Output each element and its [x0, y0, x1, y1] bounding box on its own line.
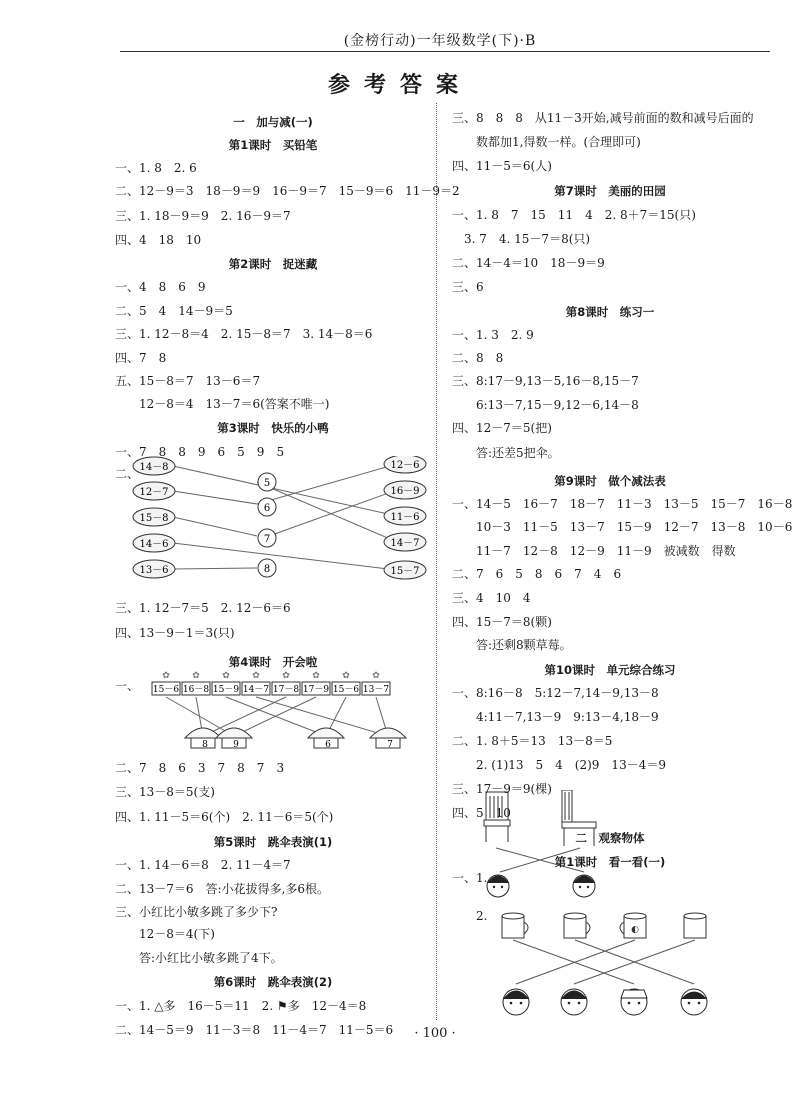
answer-line: 一、1. △多 16－5＝11 2. ⚑多 12－4＝8: [115, 999, 367, 1013]
section-heading: 二 观察物体: [575, 831, 645, 845]
answer-line: 一、1. 3 2. 9: [452, 328, 534, 342]
duck-expr: 14－8: [139, 462, 169, 473]
child-face-icon: [681, 989, 707, 1015]
card: [302, 671, 330, 695]
answer-line: 三、1. 12－7＝5 2. 12－6＝6: [115, 601, 291, 615]
answer-line: 四、15－7＝8(颗): [452, 615, 552, 629]
answer-line: 二、7 6 5 8 6 7 4 6: [452, 567, 622, 581]
mushroom-house-icon: [370, 728, 406, 750]
cup-icon: [620, 913, 646, 938]
apple-icon: [258, 559, 276, 577]
duck-oval: [384, 507, 426, 525]
section-heading: 第1课时 买铅笔: [228, 138, 318, 152]
answer-line: 三、4 10 4: [452, 591, 531, 605]
svg-text:✿: ✿: [282, 671, 290, 681]
page-number: · 100 ·: [414, 1026, 456, 1041]
house-number: 8: [202, 740, 208, 750]
card: [332, 671, 360, 695]
answer-line: 一、7 8 8 9 6 5 9 5: [115, 445, 285, 459]
child-face-icon: [621, 989, 647, 1015]
house-number: 9: [233, 740, 239, 750]
cup-view-figure: [494, 912, 734, 1024]
duck-oval: [384, 456, 426, 473]
section-heading: 第9课时 做个减法表: [554, 474, 666, 488]
duck-expr: 12－7: [139, 487, 169, 498]
svg-text:✿: ✿: [252, 671, 260, 681]
answer-line: 四、13－9－1＝3(只): [115, 626, 235, 640]
header-rule: [120, 51, 770, 52]
answer-line: 4:11－7,13－9 9:13－4,18－9: [452, 710, 659, 724]
answer-line: 三、8 8 8 从11－3开始,减号前面的数和减号后面的: [452, 111, 754, 125]
answer-line: 答:小红比小敏多跳了4下。: [115, 951, 283, 965]
duck-expr: 13－6: [139, 565, 169, 576]
answer-line: 2.: [452, 909, 488, 923]
duck-expr: 14－7: [390, 538, 420, 549]
card-expr: 17－8: [272, 685, 300, 695]
apple-number: 6: [263, 503, 271, 514]
section-heading: 第8课时 练习一: [565, 305, 655, 319]
duck-right-ovals: [384, 456, 426, 579]
answer-line: 三、6: [452, 280, 484, 294]
answer-line: 二、: [115, 467, 140, 481]
answer-line: 二、13－7＝6 答:小花拔得多,多6根。: [115, 882, 330, 896]
answer-line: 11－7 12－8 12－9 11－9 被减数 得数: [452, 544, 736, 558]
svg-text:✿: ✿: [162, 671, 170, 681]
section-heading: 第7课时 美丽的田园: [554, 184, 666, 198]
answer-line: 一、1. 14－6＝8 2. 11－4＝7: [115, 858, 291, 872]
svg-text:✿: ✿: [372, 671, 380, 681]
child-face-icon: [487, 875, 509, 897]
duck-expr: 15－7: [390, 566, 420, 577]
section-heading: 第5课时 跳伞表演(1): [213, 835, 333, 849]
duck-expr: 15－8: [139, 513, 169, 524]
answer-line: 四、4 18 10: [115, 233, 202, 247]
answer-line: 3. 7 4. 15－7＝8(只): [452, 232, 591, 246]
apple-number: 8: [263, 564, 271, 575]
answer-line: 数都加1,得数一样。(合理即可): [452, 135, 641, 149]
meeting-figure: [133, 670, 433, 752]
answer-line: 四、1. 11－5＝6(个) 2. 11－6＝5(个): [115, 810, 334, 824]
card-expr: 14－7: [242, 685, 270, 695]
answer-line: 二、5 4 14－9＝5: [115, 304, 233, 318]
answer-line: 二、14－5＝9 11－3＝8 11－4＝7 11－5＝6: [115, 1023, 394, 1037]
duck-left-ovals: [133, 457, 175, 578]
answer-line: 6:13－7,15－9,12－6,14－8: [452, 398, 639, 412]
section-heading: 第2课时 捉迷藏: [228, 257, 318, 271]
meeting-cards: [152, 671, 390, 695]
duck-expr: 16－9: [390, 486, 420, 497]
card-expr: 13－7: [362, 685, 390, 695]
answer-line: 答:还差5把伞。: [452, 446, 560, 460]
child-face-icon: [573, 875, 595, 897]
apple-number: 5: [263, 478, 271, 489]
house-number: 7: [387, 740, 393, 750]
card-expr: 16－8: [182, 685, 210, 695]
svg-text:✿: ✿: [312, 671, 320, 681]
answer-line: 二、1. 8＋5＝13 13－8＝5: [452, 734, 613, 748]
answer-line: 一、14－5 16－7 18－7 11－3 13－5 15－7 16－8: [452, 497, 793, 511]
answer-line: 一、: [115, 679, 140, 693]
mushroom-house-icon: [216, 728, 252, 750]
svg-text:✿: ✿: [342, 671, 350, 681]
section-heading: 第1课时 看一看(一): [554, 855, 666, 869]
card: [272, 671, 300, 695]
child-face-icon: [503, 989, 529, 1015]
column-divider: [436, 103, 437, 1020]
card: [212, 671, 240, 695]
cup-icon: [564, 913, 590, 938]
answer-line: 二、12－9＝3 18－9＝9 16－9＝7 15－9＝6 11－9＝2: [115, 184, 460, 198]
section-heading: 一 加与减(一): [233, 115, 313, 129]
answer-line: 三、8:17－9,13－5,16－8,15－7: [452, 374, 639, 388]
answer-line: 一、4 8 6 9: [115, 280, 206, 294]
card-expr: 15－9: [212, 685, 240, 695]
answer-line: 二、7 8 6 3 7 8 7 3: [115, 761, 285, 775]
answer-line: 三、1. 12－8＝4 2. 15－8＝7 3. 14－8＝6: [115, 327, 373, 341]
card-expr: 17－9: [302, 685, 330, 695]
answer-line: 三、小红比小敏多跳了多少下?: [115, 905, 278, 919]
answer-line: 二、8 8: [452, 351, 504, 365]
section-heading: 第6课时 跳伞表演(2): [213, 975, 333, 989]
mushroom-house-icon: [185, 728, 221, 750]
answer-line: 五、15－8＝7 13－6＝7: [115, 374, 261, 388]
card-expr: 15－6: [332, 685, 360, 695]
duck-oval: [384, 481, 426, 499]
child-face-icon: [561, 989, 587, 1015]
section-heading: 第4课时 开会啦: [228, 655, 318, 669]
answer-line: 四、12－7＝5(把): [452, 421, 552, 435]
answer-line: 三、1. 18－9＝9 2. 16－9＝7: [115, 209, 291, 223]
svg-text:✿: ✿: [222, 671, 230, 681]
duck-expr: 11－6: [390, 512, 420, 523]
card: [182, 671, 210, 695]
answer-line: 三、13－8＝5(支): [115, 785, 215, 799]
apple-numbers: [258, 473, 276, 577]
answer-line: 10－3 11－5 13－7 15－9 12－7 13－8 10－6: [452, 520, 793, 534]
answer-line: 四、11－5＝6(人): [452, 159, 552, 173]
answer-line: 12－8＝4 13－7＝6(答案不唯一): [115, 397, 330, 411]
page-title: 参考答案: [327, 72, 472, 98]
answer-line: 2. (1)13 5 4 (2)9 13－4＝9: [452, 758, 666, 772]
card: [242, 671, 270, 695]
cup-icon: [502, 913, 528, 938]
answer-line: 二、14－4＝10 18－9＝9: [452, 256, 605, 270]
answer-line: 一、1. 8 7 15 11 4 2. 8＋7＝15(只): [452, 208, 696, 222]
duck-oval: [384, 533, 426, 551]
apple-number: 7: [263, 534, 271, 545]
apple-icon: [258, 529, 276, 547]
running-header: (金榜行动)一年级数学(下)·B: [343, 33, 537, 49]
answer-line: 12－8＝4(下): [115, 927, 215, 941]
duck-oval: [133, 560, 175, 578]
card: [152, 671, 180, 695]
svg-text:◐: ◐: [631, 925, 639, 935]
answer-line: 一、1. 8 2. 6: [115, 161, 197, 175]
duck-oval: [133, 482, 175, 500]
duck-expr: 12－6: [390, 460, 420, 471]
answer-line: 答:还剩8颗草莓。: [452, 638, 572, 652]
answer-line: 三、17－9＝9(棵): [452, 782, 552, 796]
duck-oval: [133, 508, 175, 526]
card: [362, 671, 390, 695]
duck-oval: [384, 561, 426, 579]
cup-icon: [684, 913, 706, 938]
section-heading: 第3课时 快乐的小鸭: [217, 421, 329, 435]
apple-icon: [258, 498, 276, 516]
section-heading: 第10课时 单元综合练习: [544, 663, 676, 677]
answer-line: 四、7 8: [115, 351, 167, 365]
svg-text:✿: ✿: [192, 671, 200, 681]
answer-line: 一、8:16－8 5:12－7,14－9,13－8: [452, 686, 659, 700]
duck-matching-figure: [129, 456, 429, 586]
answer-line: 四、5 10: [452, 806, 511, 820]
duck-expr: 14－6: [139, 539, 169, 550]
card-expr: 15－6: [152, 685, 180, 695]
house-number: 6: [325, 740, 331, 750]
answer-line: 一、1.: [452, 871, 488, 885]
apple-icon: [258, 473, 276, 491]
duck-oval: [133, 534, 175, 552]
